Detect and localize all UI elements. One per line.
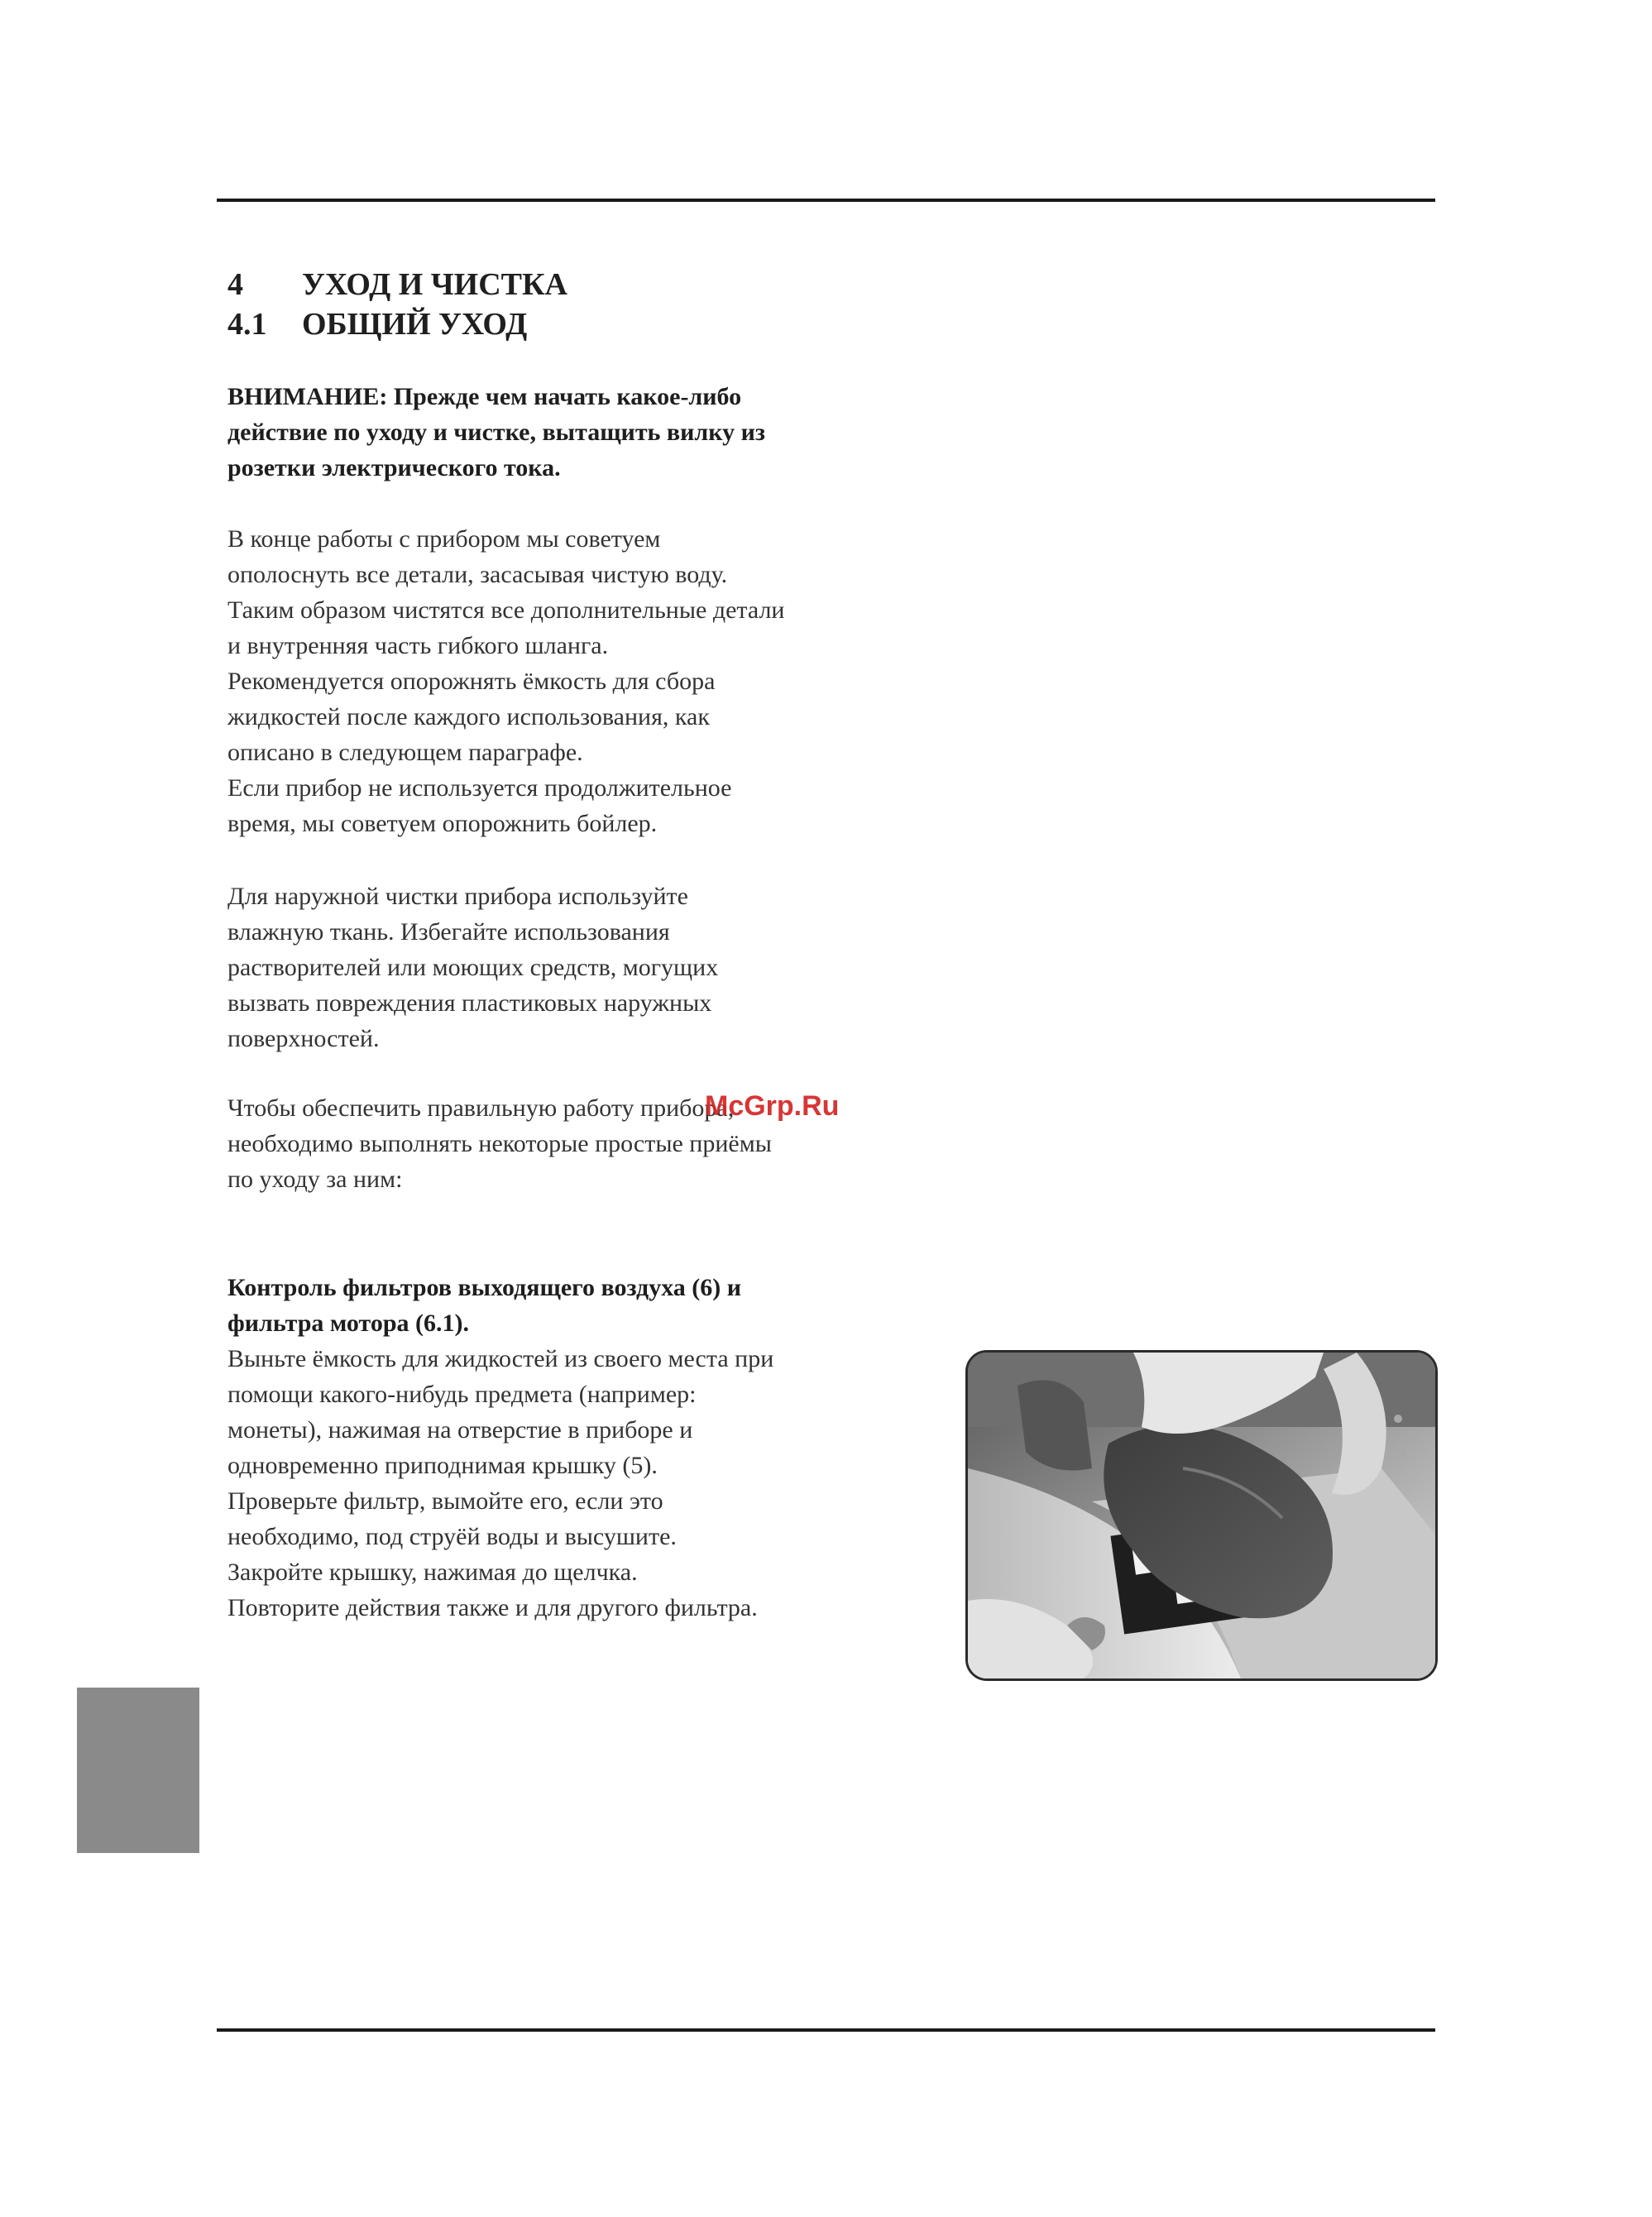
text-line: Для наружной чистки прибора используйте (227, 883, 688, 910)
filter-title-line: Контроль фильтров выходящего воздуха (6) и (227, 1274, 742, 1301)
warning-line: розетки электрического тока. (227, 454, 561, 481)
text-line: вызвать повреждения пластиковых наружных (227, 989, 712, 1017)
top-rule (217, 199, 1435, 202)
text-line: растворителей или моющих средств, могущих (227, 954, 719, 981)
section-number: 4 (227, 267, 243, 302)
filter-photo (965, 1350, 1438, 1681)
text-line: Таким образом чистятся все дополнительные детали (227, 596, 785, 624)
filter-title-line: фильтра мотора (6.1). (227, 1310, 470, 1337)
filter-title (227, 1270, 931, 1341)
text-line: помощи какого-нибудь предмета (например: (227, 1381, 697, 1408)
filter-body (227, 1341, 931, 1626)
text-line: ополоснуть все детали, засасывая чистую воду. (227, 561, 728, 588)
warning-line: действие по уходу и чистке, вытащить вилку из (227, 419, 765, 446)
text-line: Рекомендуется опорожнять ёмкость для сбора (227, 668, 716, 695)
subsection-number: 4.1 (227, 307, 267, 342)
section-title: УХОД И ЧИСТКА (302, 267, 567, 302)
text-line: В конце работы с прибором мы советуем (227, 525, 661, 553)
rinse-paragraph (227, 521, 931, 841)
watermark: McGrp.Ru (705, 1090, 840, 1122)
text-line: Чтобы обеспечить правильную работу прибора, (227, 1094, 735, 1122)
subsection-heading (227, 304, 527, 344)
text-line: поверхностей. (227, 1025, 380, 1052)
text-line: жидкостей после каждого использования, как (227, 703, 710, 730)
outside-cleaning-block (227, 879, 931, 1056)
text-line: Закройте крышку, нажимая до щелчка. (227, 1559, 638, 1586)
warning-block (227, 379, 931, 486)
text-line: Выньте ёмкость для жидкостей из своего места при (227, 1345, 774, 1372)
text-line: Если прибор не используется продолжительное (227, 774, 732, 802)
text-line: и внутренняя часть гибкого шланга. (227, 632, 609, 659)
warning-line: ВНИМАНИЕ: Прежде чем начать какое-либо (227, 383, 742, 410)
rinse-block (227, 521, 931, 841)
text-line: монеты), нажимая на отверстие в приборе и (227, 1416, 693, 1444)
warning-paragraph (227, 379, 931, 486)
subsection-title: ОБЩИЙ УХОД (302, 307, 528, 342)
filter-block (227, 1270, 931, 1626)
section-heading (227, 265, 567, 304)
chapter-tab (77, 1688, 199, 1853)
text-line: необходимо выполнять некоторые простые приёмы (227, 1130, 772, 1157)
text-line: по уходу за ним: (227, 1166, 403, 1193)
text-line: Проверьте фильтр, вымойте его, если это (227, 1487, 663, 1515)
bottom-rule (217, 2028, 1435, 2032)
outside-paragraph (227, 879, 931, 1056)
text-line: время, мы советуем опорожнить бойлер. (227, 810, 658, 837)
text-line: описано в следующем параграфе. (227, 739, 583, 766)
text-line: Повторите действия также и для другого фильтра. (227, 1594, 758, 1621)
text-line: одновременно приподнимая крышку (5). (227, 1452, 658, 1479)
text-line: влажную ткань. Избегайте использования (227, 918, 670, 946)
text-line: необходимо, под струёй воды и высушите. (227, 1523, 677, 1550)
